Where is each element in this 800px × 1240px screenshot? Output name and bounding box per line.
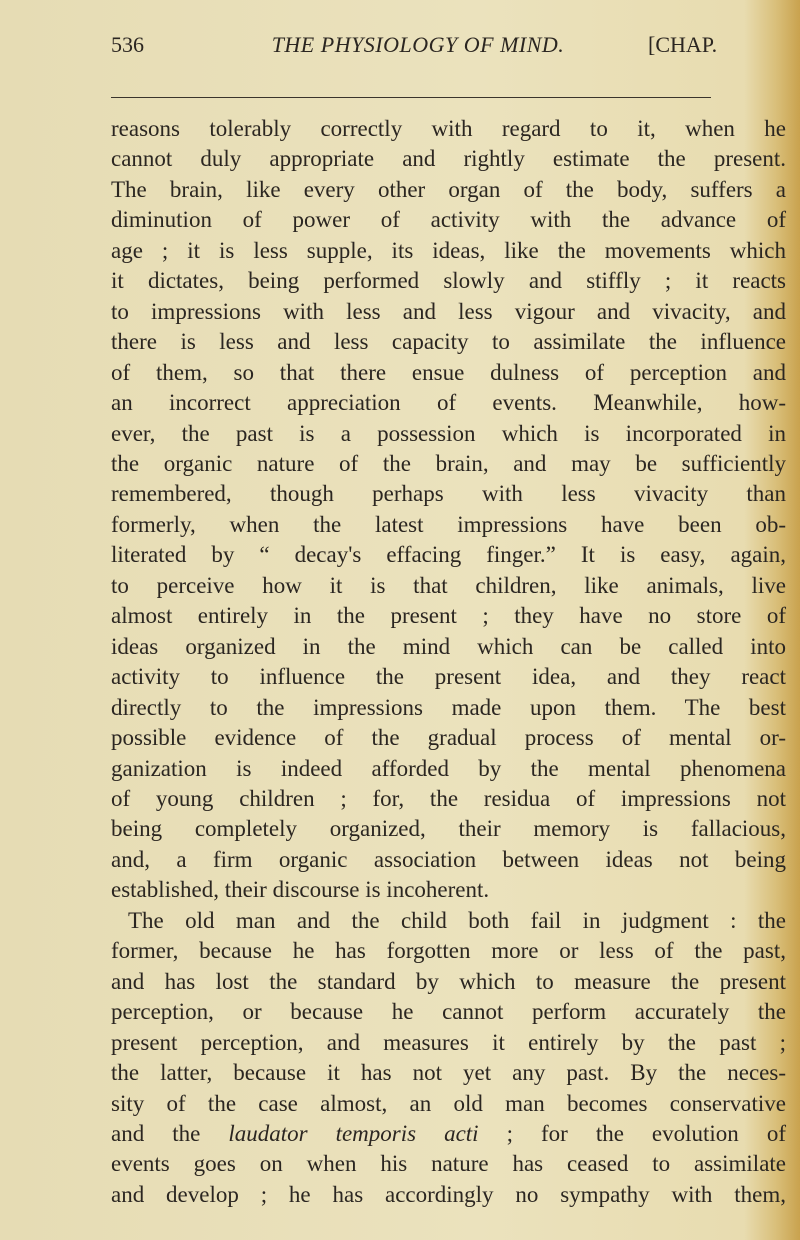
- text-line: sity of the case almost, an old man becomes conservative: [111, 1090, 786, 1116]
- text-line: the latter, because it has not yet any past. By the neces-: [111, 1060, 786, 1086]
- text-line: and has lost the standard by which to measure the present: [111, 968, 786, 994]
- text-line: events goes on when his nature has ceased to assimilate: [111, 1151, 786, 1177]
- text-line: it dictates, being performed slowly and stiffly ; it reacts: [111, 268, 786, 294]
- chapter-marker: [CHAP.: [648, 32, 718, 57]
- text-line: possible evidence of the gradual process of mental or-: [111, 725, 786, 751]
- text-segment: and the: [111, 1120, 229, 1146]
- text-line: and, a firm organic association between ideas not being: [111, 846, 786, 872]
- text-line: the organic nature of the brain, and may be sufficiently: [111, 450, 786, 476]
- text-line: remembered, though perhaps with less vivacity than: [111, 481, 786, 507]
- text-line: activity to influence the present idea, and they react: [111, 664, 786, 690]
- text-line: there is less and less capacity to assimilate the influence: [111, 329, 786, 355]
- text-line: The brain, like every other organ of the body, suffers a: [111, 176, 786, 202]
- running-title: THE PHYSIOLOGY OF MIND.: [271, 32, 565, 57]
- text-line: established, their discourse is incoherent.: [111, 877, 490, 903]
- text-line: perception, or because he cannot perform accurately the: [111, 999, 786, 1025]
- text-line: The old man and the child both fail in judgment : the: [128, 907, 786, 933]
- text-line: being completely organized, their memory is fallacious,: [111, 816, 786, 842]
- text-line: and develop ; he has accordingly no sympathy with them,: [111, 1181, 786, 1207]
- text-line: directly to the impressions made upon them. The best: [111, 694, 786, 720]
- text-line: diminution of power of activity with the advance of: [111, 207, 786, 233]
- text-line: literated by “ decay's effacing finger.” It is easy, again,: [111, 542, 786, 568]
- text-line: formerly, when the latest impressions have been ob-: [111, 511, 786, 537]
- text-line: of young children ; for, the residua of impressions not: [111, 785, 786, 811]
- text-line: ideas organized in the mind which can be called into: [111, 633, 786, 659]
- text-line: ganization is indeed afforded by the mental phenomena: [111, 755, 786, 781]
- header-rule: [111, 97, 711, 98]
- text-segment: ; for the evolution of: [478, 1120, 786, 1146]
- text-line: age ; it is less supple, its ideas, like the movements which: [111, 237, 786, 263]
- page-body-text: [111, 114, 786, 1210]
- text-line: to impressions with less and less vigour and vivacity, and: [111, 298, 786, 324]
- text-line: present perception, and measures it entirely by the past ;: [111, 1029, 786, 1055]
- text-line: former, because he has forgotten more or less of the past,: [111, 938, 786, 964]
- text-line: an incorrect appreciation of events. Meanwhile, how-: [111, 390, 786, 416]
- text-line: almost entirely in the present ; they have no store of: [111, 603, 786, 629]
- text-line: [111, 1119, 786, 1149]
- italic-phrase: laudator temporis acti: [228, 1120, 479, 1146]
- text-line: of them, so that there ensue dulness of perception and: [111, 359, 786, 385]
- text-line: reasons tolerably correctly with regard to it, when he: [111, 116, 786, 141]
- text-line: cannot duly appropriate and rightly estimate the present.: [111, 146, 786, 172]
- page-number: 536: [111, 32, 144, 57]
- text-line: ever, the past is a possession which is incorporated in: [111, 420, 786, 446]
- text-line: to perceive how it is that children, like animals, live: [111, 572, 786, 598]
